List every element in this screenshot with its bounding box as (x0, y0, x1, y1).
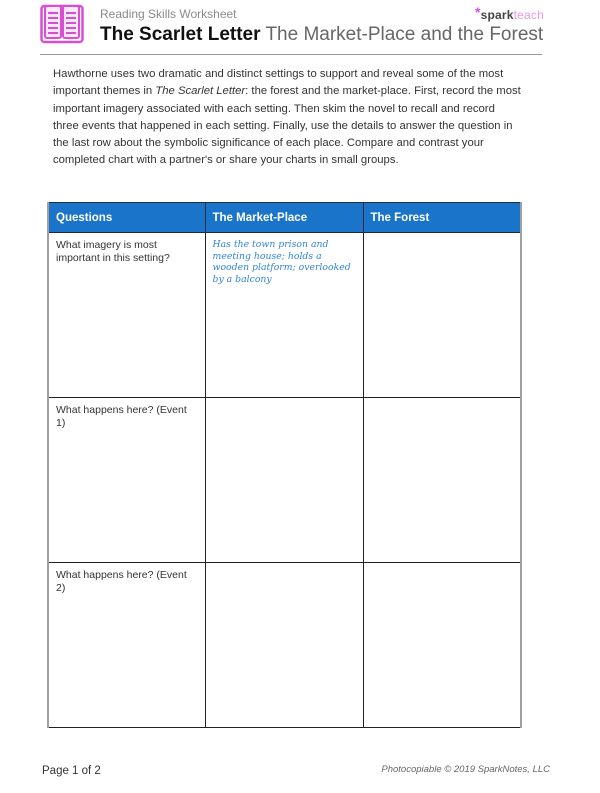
instructions-paragraph (53, 66, 523, 170)
page-title (100, 24, 543, 46)
table-row (48, 398, 521, 563)
table-row (48, 233, 521, 398)
forest-answer-cell[interactable] (363, 563, 521, 728)
instructions-part-2: : the forest and the market-place. First, record the most important imagery associated with each setting. Then skim the novel to recall and record three events that happened in each setting. Finally, use the details to answer the question in the last row about the symbolic significance of each place. Compare and contrast your completed chart with a partner's or share your charts in small groups. (53, 85, 521, 167)
column-header-questions: Questions (48, 203, 205, 233)
question-cell: What imagery is most important in this setting? (48, 233, 205, 398)
question-cell: What happens here? (Event 2) (48, 563, 205, 728)
table-header-row (48, 203, 521, 233)
market-place-answer-cell[interactable]: Has the town prison and meeting house; holds a wooden platform; overlooked by a balcony (205, 233, 363, 398)
forest-answer-cell[interactable] (363, 398, 521, 563)
brand-teach: teach (513, 8, 544, 22)
brand-star: * (474, 4, 481, 20)
open-book-icon (40, 4, 84, 44)
market-place-answer-cell[interactable] (205, 398, 363, 563)
market-place-answer-cell[interactable] (205, 563, 363, 728)
settings-chart (47, 202, 522, 728)
header-divider (40, 54, 542, 55)
brand-logo (475, 4, 544, 22)
copyright-notice: Photocopiable © 2019 SparkNotes, LLC (381, 764, 550, 775)
worksheet-subtitle: Reading Skills Worksheet (100, 7, 237, 21)
worksheet-topic: The Market-Place and the Forest (265, 24, 544, 45)
brand-spark: spark (480, 8, 514, 22)
instructions-book-title: The Scarlet Letter (155, 85, 246, 98)
column-header-market-place: The Market-Place (205, 203, 363, 233)
forest-answer-cell[interactable] (363, 233, 521, 398)
question-cell: What happens here? (Event 1) (48, 398, 205, 563)
column-header-forest: The Forest (363, 203, 521, 233)
book-title: The Scarlet Letter (100, 24, 261, 45)
page-number: Page 1 of 2 (42, 765, 101, 777)
instructions-part-1: Hawthorne uses two dramatic and distinct settings to support and reveal some of the most important themes in (53, 68, 504, 98)
table-row (48, 563, 521, 728)
